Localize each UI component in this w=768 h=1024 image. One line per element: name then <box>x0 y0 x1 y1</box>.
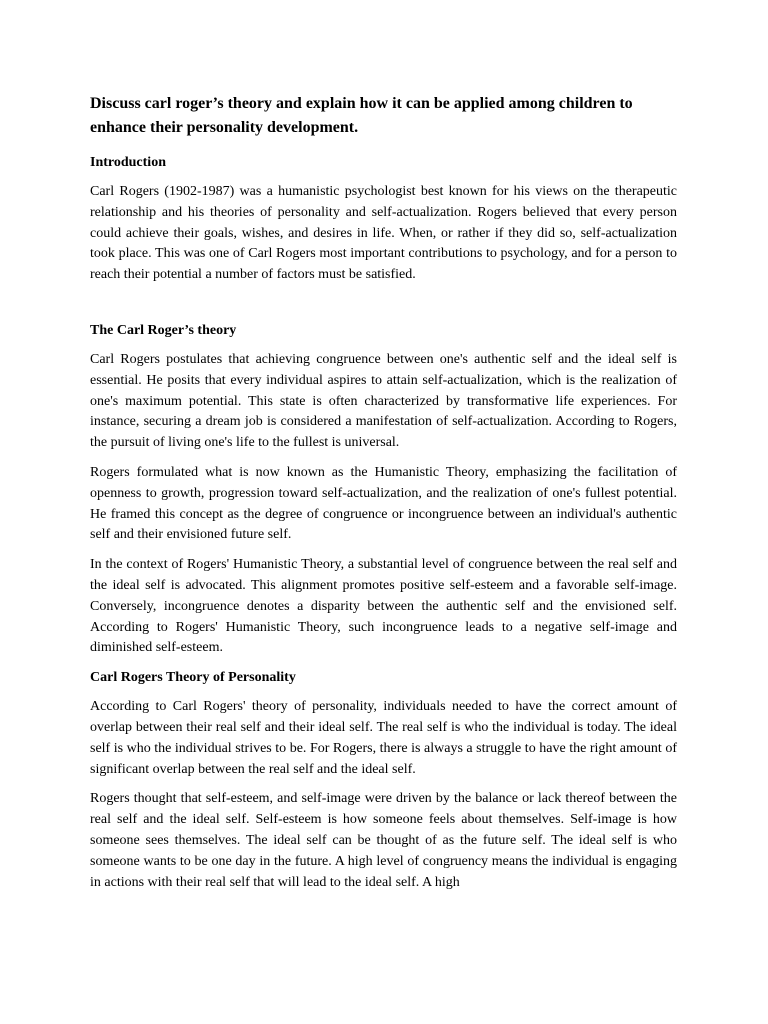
theory-paragraph-3: In the context of Rogers' Humanistic Theory, a substantial level of congruence between the real self and the ideal self is advocated. This alignment promotes positive self-esteem and a favorable self-image. Conversely, incongruence denotes a disparity between the authentic self and the envisioned self. According to Rogers' Humanistic Theory, such incongruence leads to a negative self-image and diminished self-esteem. <box>90 557 677 656</box>
theory-paragraph-2: Rogers formulated what is now known as the Humanistic Theory, emphasizing the facilitation of openness to growth, progression toward self-actualization, and the realization of one's fullest potential. He framed this concept as the degree of congruence or incongruence between an individual's authentic self and their envisioned future self. <box>90 464 677 543</box>
personality-paragraph-1: According to Carl Rogers' theory of personality, individuals needed to have the correct amount of overlap between their real self and their ideal self. The real self is who the individual is today. The ideal self is who the individual strives to be. For Rogers, there is always a struggle to have the right amount of significant overlap between the real self and the ideal self. <box>90 699 677 777</box>
section-heading-personality: Carl Rogers Theory of Personality <box>90 670 296 686</box>
section-heading-theory: The Carl Roger’s theory <box>90 322 237 338</box>
section-heading-introduction: Introduction <box>90 155 166 170</box>
personality-paragraph-2: Rogers thought that self-esteem, and self-image were driven by the balance or lack thereof between the real self and the ideal self. Self-esteem is how someone feels about themselves. Self-image is how someone sees themselves. The ideal self can be thought of as the future self. The ideal self is who someone wants to be one day in the future. A high level of congruency means the individual is engaging in actions with their real self that will lead to the ideal self. A high <box>90 791 677 890</box>
document-title: Discuss carl roger’s theory and explain how it can be applied among children to enhance their personality development. <box>90 95 633 136</box>
introduction-paragraph: Carl Rogers (1902-1987) was a humanistic psychologist best known for his views on the therapeutic relationship and his theories of personality and self-actualization. Rogers believed that every person could achieve their goals, wishes, and desires in life. When, or rather if they did so, self-actualization took place. This was one of Carl Rogers most important contributions to psychology, and for a person to reach their potential a number of factors must be satisfied. <box>90 184 677 283</box>
theory-paragraph-1: Carl Rogers postulates that achieving congruence between one's authentic self and the ideal self is essential. He posits that every individual aspires to attain self-actualization, which is the realization of one's maximum potential. This state is often characterized by transformative life experiences. For instance, securing a dream job is considered a manifestation of self-actualization. According to Rogers, the pursuit of living one's life to the fullest is universal. <box>90 351 677 451</box>
document-page <box>90 92 677 902</box>
